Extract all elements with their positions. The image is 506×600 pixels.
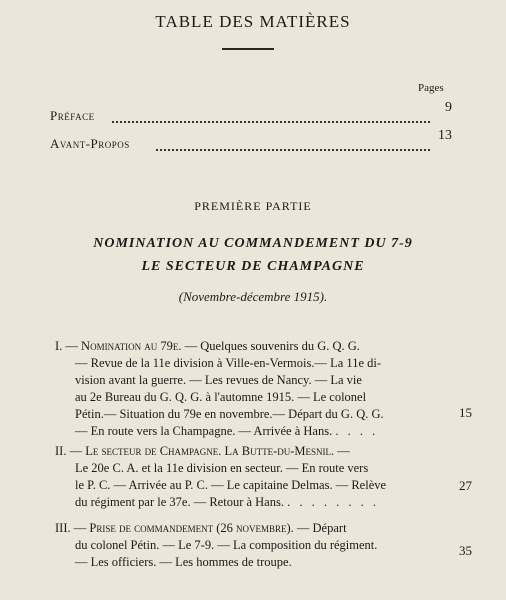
chapter-line: — Revue de la 11e division à Ville-en-Vermois.— La 11e di-: [75, 356, 381, 370]
toc-entry-preface-label: Préface: [50, 108, 95, 123]
toc-chapter-3: [55, 520, 435, 571]
chapter-numeral: III. —: [55, 521, 87, 535]
chapter-line-text: — En route vers la Champagne. — Arrivée à Hans.: [75, 424, 333, 438]
toc-entry-avant-propos-page: 13: [438, 128, 452, 143]
chapter-line-last: [55, 494, 435, 511]
chapter-first-line-rest: —: [334, 444, 350, 458]
chapter-first-line: [55, 443, 435, 460]
part-heading-1: NOMINATION AU COMMANDEMENT DU 7-9: [93, 236, 413, 251]
toc-chapter-2: [55, 443, 435, 511]
chapter-first-line: [55, 520, 435, 537]
part-label: PREMIÈRE PARTIE: [194, 199, 312, 213]
chapter-line: vision avant la guerre. — Les revues de Nancy. — La vie: [75, 373, 362, 387]
chapter-line: Le 20e C. A. et la 11e division en secteur. — En route vers: [75, 461, 369, 475]
chapter-line-last: [55, 423, 435, 440]
title-rule: [222, 48, 274, 50]
chapter-first-line-rest: — Quelques souvenirs du G. Q. G.: [181, 339, 360, 353]
chapter-line: — Les officiers. — Les hommes de troupe.: [75, 555, 292, 569]
toc-entry-avant-propos-label: Avant-Propos: [50, 136, 130, 151]
toc-chapter-2-page: 27: [459, 478, 472, 493]
chapter-line: du colonel Pétin. — Le 7-9. — La composition du régiment.: [75, 538, 378, 552]
chapter-numeral: II. —: [55, 444, 83, 458]
leader-dots: [156, 149, 430, 151]
chapter-title: Nomination au 79e.: [81, 339, 182, 353]
toc-chapter-1-page: 15: [459, 405, 472, 420]
leader-dots: . . . .: [335, 424, 379, 438]
leader-dots: . . . . . . . .: [287, 495, 379, 509]
toc-entry-preface-page: 9: [445, 100, 452, 115]
pages-column-label: Pages: [418, 82, 444, 94]
chapter-title: Le secteur de Champagne. La Butte-du-Mesnil.: [85, 444, 335, 458]
page-title: TABLE DES MATIÈRES: [155, 12, 351, 31]
leader-dots: [112, 121, 430, 123]
chapter-line: au 2e Bureau du G. Q. G. à l'automne 1915. — Le colonel: [75, 390, 367, 404]
chapter-numeral: I. —: [55, 339, 78, 353]
part-heading-2: LE SECTEUR DE CHAMPAGNE: [141, 259, 365, 274]
chapter-first-line-rest: — Départ: [293, 521, 347, 535]
chapter-first-line: [55, 338, 435, 355]
part-dates: (Novembre-décembre 1915).: [178, 289, 328, 304]
chapter-line: le P. C. — Arrivée au P. C. — Le capitaine Delmas. — Relève: [75, 478, 387, 492]
chapter-line: Pétin.— Situation du 79e en novembre.— Départ du G. Q. G.: [75, 407, 384, 421]
chapter-line-text: du régiment par le 37e. — Retour à Hans.: [75, 495, 284, 509]
toc-chapter-1: [55, 338, 435, 440]
chapter-title: Prise de commandement (26 novembre).: [89, 521, 294, 535]
toc-chapter-3-page: 35: [459, 543, 472, 558]
